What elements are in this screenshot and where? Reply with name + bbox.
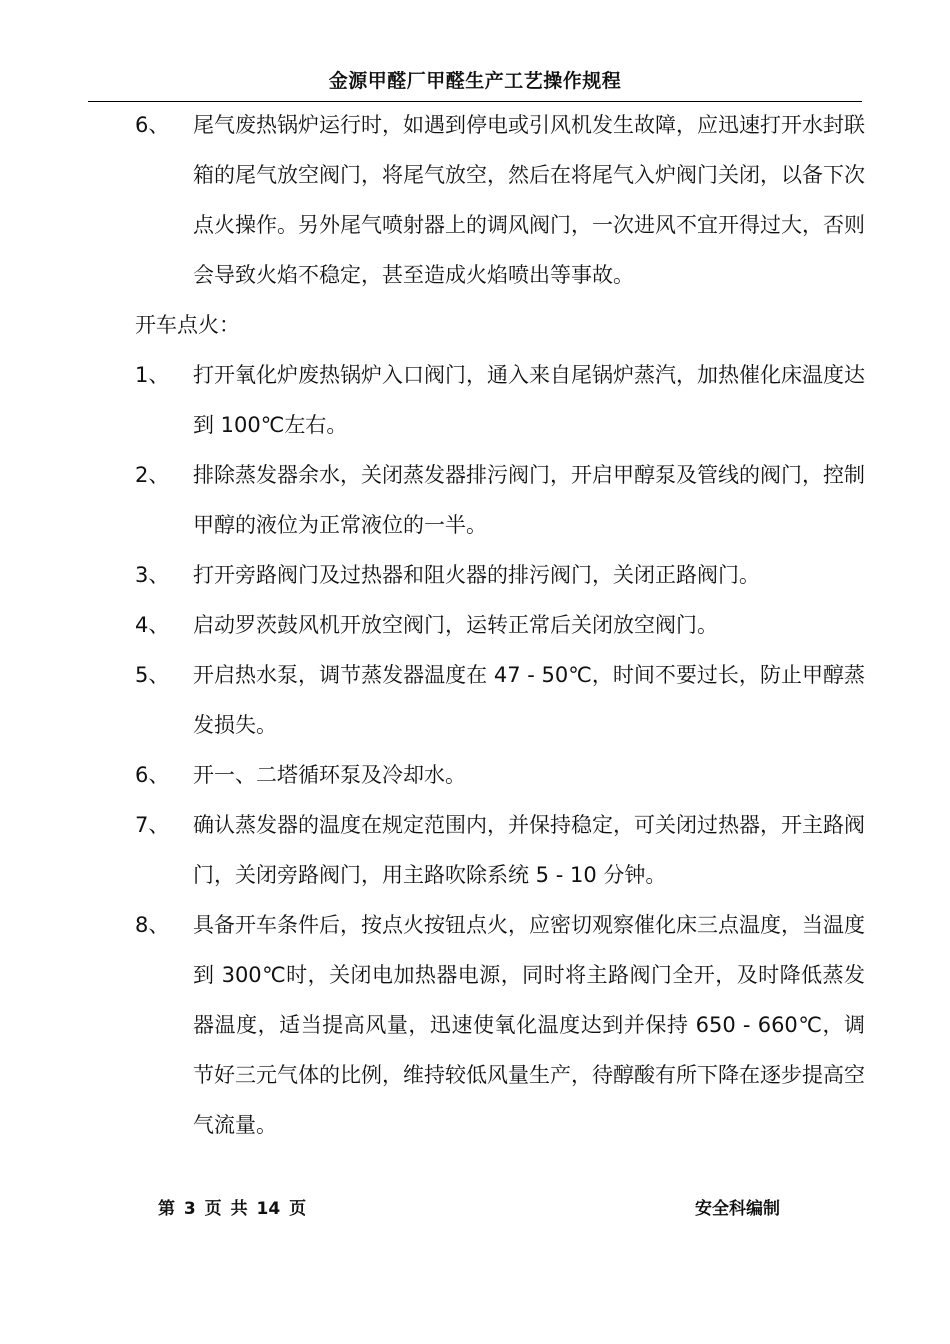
list-item-number: 2、 <box>135 463 170 487</box>
list-item-number: 1、 <box>135 363 170 387</box>
list-item <box>135 600 865 650</box>
list-item-number: 7、 <box>135 813 170 837</box>
list-item-text: 启动罗茨鼓风机开放空阀门，运转正常后关闭放空阀门。 <box>193 613 718 637</box>
list-item-text: 开一、二塔循环泵及冷却水。 <box>193 763 466 787</box>
list-item-number: 6、 <box>135 113 170 137</box>
list-item <box>135 350 865 450</box>
list-item <box>135 650 865 750</box>
list-item-number: 6、 <box>135 763 170 787</box>
section-heading: 开车点火： <box>135 313 240 337</box>
list-item-text: 打开氧化炉废热锅炉入口阀门，通入来自尾锅炉蒸汽，加热催化床温度达到 100℃左右。 <box>193 363 865 437</box>
list-item <box>135 550 865 600</box>
list-item-number: 4、 <box>135 613 170 637</box>
list-item-text: 尾气废热锅炉运行时，如遇到停电或引风机发生故障，应迅速打开水封联箱的尾气放空阀门，将尾气放空，然后在将尾气入炉阀门关闭，以备下次点火操作。另外尾气喷射器上的调风阀门，一次进风不宜开得过大，否则会导致火焰不稳定，甚至造成火焰喷出等事故。 <box>193 113 865 287</box>
list-item <box>135 800 865 900</box>
list-item-text: 开启热水泵，调节蒸发器温度在 47 - 50℃，时间不要过长，防止甲醇蒸发损失。 <box>193 663 865 737</box>
list-item-text: 确认蒸发器的温度在规定范围内，并保持稳定，可关闭过热器，开主路阀门，关闭旁路阀门，用主路吹除系统 5 - 10 分钟。 <box>193 813 865 887</box>
document-body <box>135 100 865 1150</box>
list-item <box>135 900 865 1150</box>
page-header-title: 金源甲醛厂甲醛生产工艺操作规程 <box>328 70 622 92</box>
list-item-text: 排除蒸发器余水，关闭蒸发器排污阀门，开启甲醇泵及管线的阀门，控制甲醇的液位为正常液位的一半。 <box>193 463 865 537</box>
list-item <box>135 750 865 800</box>
list-item-number: 5、 <box>135 663 170 687</box>
list-item <box>135 100 865 300</box>
list-item-number: 8、 <box>135 913 170 937</box>
list-item-number: 3、 <box>135 563 170 587</box>
list-item-text: 具备开车条件后，按点火按钮点火，应密切观察催化床三点温度，当温度到 300℃时，关闭电加热器电源，同时将主路阀门全开，及时降低蒸发器温度，适当提高风量，迅速使氧化温度达到并保持 650 - 660℃，调节好三元气体的比例，维持较低风量生产，待醇酸有所下降在逐步提高空气流量。 <box>193 913 865 1137</box>
list-item <box>135 450 865 550</box>
page-number: 第 3 页 共 14 页 <box>158 1199 307 1219</box>
footer-author: 安全科编制 <box>695 1199 780 1219</box>
list-item-text: 打开旁路阀门及过热器和阻火器的排污阀门，关闭正路阀门。 <box>193 563 760 587</box>
